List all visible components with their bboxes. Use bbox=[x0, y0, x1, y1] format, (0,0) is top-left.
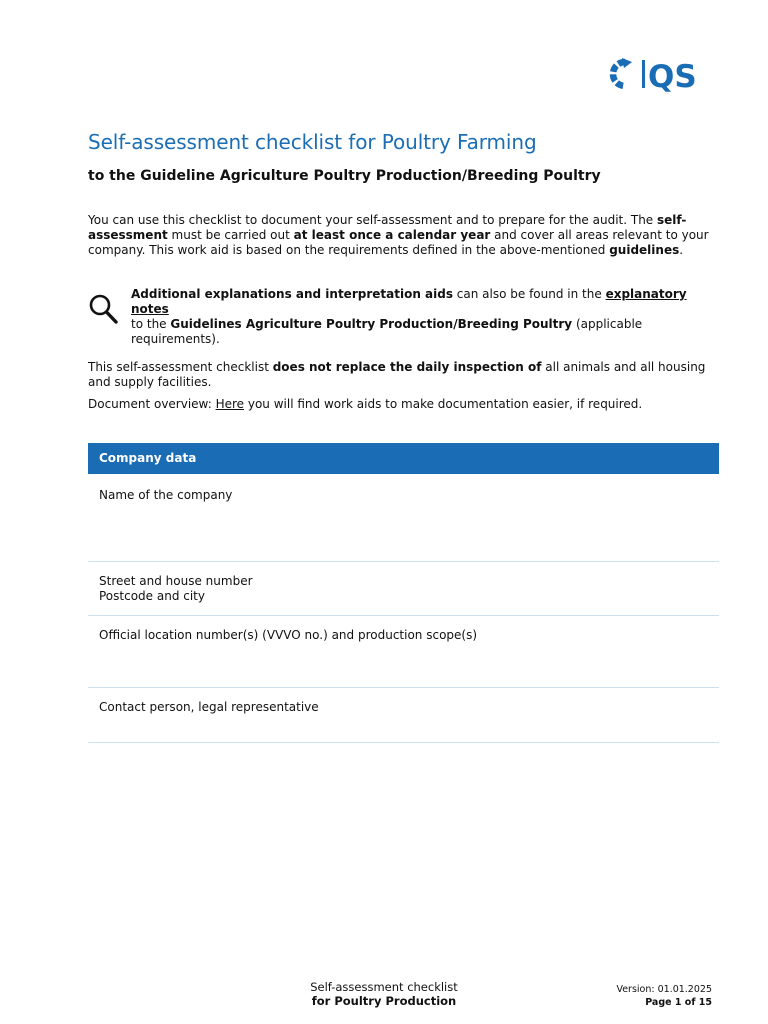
qs-ring-icon bbox=[613, 58, 632, 86]
qs-logo bbox=[606, 56, 714, 92]
contact-person-field[interactable] bbox=[88, 688, 719, 743]
inspection-paragraph: This self-assessment checklist does not replace the daily inspection of all animals and all housing and supply facilities. bbox=[88, 360, 706, 389]
page-title: Self-assessment checklist for Poultry Farming bbox=[88, 130, 537, 154]
company-data-table bbox=[88, 443, 719, 743]
location-number-label: Official location number(s) (VVVO no.) and production scope(s) bbox=[99, 628, 478, 642]
company-name-label: Name of the company bbox=[99, 488, 233, 502]
here-link[interactable]: Here bbox=[215, 397, 245, 411]
footer-line2: for Poultry Production bbox=[311, 994, 457, 1008]
street-label: Street and house number bbox=[99, 574, 253, 588]
address-field[interactable] bbox=[88, 562, 719, 616]
note-text: Additional explanations and interpretation aids can also be found in the explanatory notes to the Guidelines Agriculture Poultry Production/Breeding Poultry (applicable requirements). bbox=[131, 287, 687, 346]
page-subtitle: to the Guideline Agriculture Poultry Production/Breeding Poultry bbox=[88, 168, 601, 184]
overview-paragraph: Document overview: Here you will find work aids to make documentation easier, if required. bbox=[88, 397, 643, 411]
qs-logo-text: QS bbox=[648, 59, 697, 92]
explanatory-notes-link[interactable]: explanatory notes bbox=[131, 287, 687, 316]
company-data-header: Company data bbox=[88, 443, 719, 474]
footer-line1: Self-assessment checklist bbox=[310, 980, 458, 994]
contact-person-label: Contact person, legal representative bbox=[99, 700, 319, 714]
company-name-field[interactable] bbox=[88, 474, 719, 562]
postcode-label: Postcode and city bbox=[99, 589, 205, 603]
magnifier-icon bbox=[88, 293, 120, 327]
footer-meta bbox=[560, 983, 712, 1009]
footer-document-title bbox=[284, 980, 484, 1008]
footer-version: Version: 01.01.2025 bbox=[616, 984, 712, 995]
intro-paragraph: You can use this checklist to document your self-assessment and to prepare for the audit. The self-assessment must be carried out at least once a calendar year and cover all areas relevant to your company. This work aid is based on the requirements defined in the above-mentioned guidelines. bbox=[88, 213, 709, 257]
footer-page-number: Page 1 of 15 bbox=[645, 997, 712, 1008]
location-number-field[interactable] bbox=[88, 616, 719, 688]
